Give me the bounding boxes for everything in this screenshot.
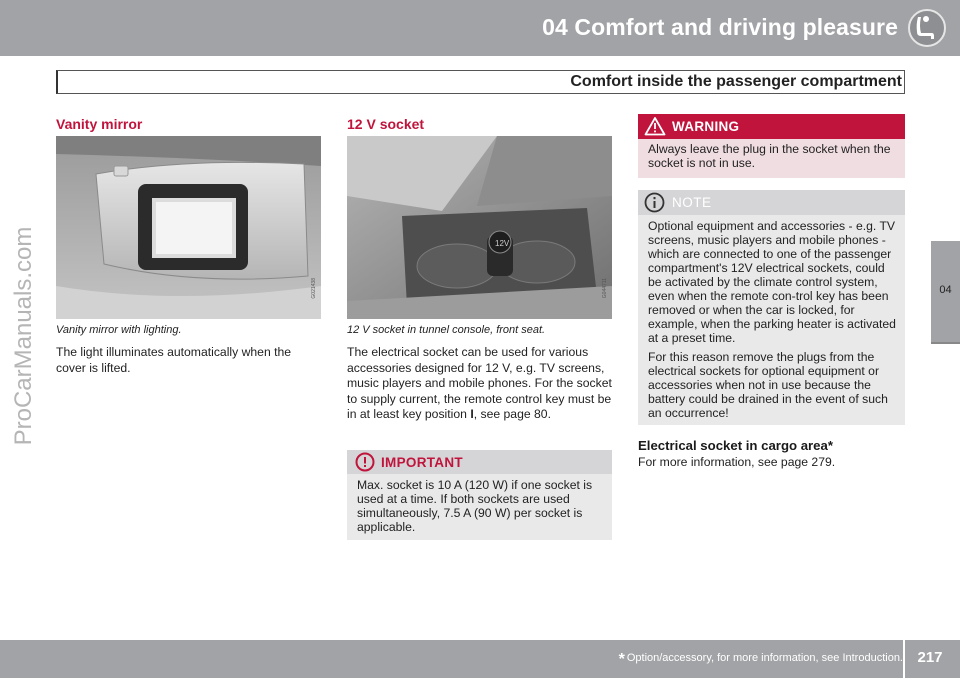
socket-photo [347, 136, 612, 319]
note-paragraph-1: Optional equipment and accessories - e.g. TV screens, music players and mobile phones - which are connected to one of the passenger compartment's 12V electrical sockets, could be activated by the climate control system, even when the remote con-trol key has been removed or when the car is locked, for example, when the parking heater is activated at a preset time. [648, 219, 896, 345]
page-number-divider [903, 640, 905, 678]
info-icon [644, 192, 665, 213]
side-tab-divider [931, 342, 960, 344]
note-title: NOTE [672, 195, 712, 210]
section-title: Comfort inside the passenger compartment [570, 73, 902, 90]
socket-text-part2: , see page 80. [473, 407, 551, 421]
important-title: IMPORTANT [381, 455, 463, 470]
side-tab-label: 04 [939, 284, 952, 296]
socket-text [347, 345, 612, 423]
footer-note [619, 651, 903, 669]
note-text [648, 219, 900, 425]
seat-icon [904, 6, 950, 50]
warning-title: WARNING [672, 119, 740, 134]
warning-text: Always leave the plug in the socket when the socket is not in use. [648, 142, 891, 170]
socket-text-part1: The electrical socket can be used for various accessories designed for 12 V, e.g. TV screens, music players and mobile phones. For the socket to supply current, the remote control key must be in at least key position [347, 345, 612, 421]
key-position: I [470, 407, 474, 421]
vanity-mirror-heading: Vanity mirror [56, 116, 143, 132]
cargo-socket-text: For more information, see page 279. [638, 455, 836, 469]
vanity-mirror-photo [56, 136, 321, 319]
svg-text:12V: 12V [495, 239, 510, 248]
exclamation-icon [355, 452, 375, 472]
socket-heading: 12 V socket [347, 116, 425, 132]
warning-triangle-icon [644, 116, 666, 136]
photo-code-label: G021438 [311, 278, 317, 299]
page-number: 217 [917, 649, 943, 666]
cargo-socket-heading: Electrical socket in cargo area* [638, 438, 833, 453]
photo-code-label: G044711 [602, 278, 608, 299]
socket-caption: 12 V socket in tunnel console, front seat. [347, 324, 546, 336]
vanity-mirror-caption: Vanity mirror with lighting. [56, 324, 182, 336]
important-text: Max. socket is 10 A (120 W) if one socket is used at a time. If both sockets are used simultaneously, 7.5 A (90 W) per socket is applicable. [357, 478, 593, 534]
vanity-mirror-text: The light illuminates automatically when the cover is lifted. [56, 345, 292, 375]
note-paragraph-2: For this reason remove the plugs from the electrical sockets for optional equipment or accessories when not in use because the battery could be drained in the event of such an occurrence! [648, 350, 888, 420]
footer-star: * [618, 651, 625, 668]
watermark: ProCarManuals.com [10, 226, 37, 446]
footer-note-text: Option/accessory, for more information, see Introduction. [626, 652, 903, 664]
chapter-title: 04 Comfort and driving pleasure [542, 14, 898, 40]
